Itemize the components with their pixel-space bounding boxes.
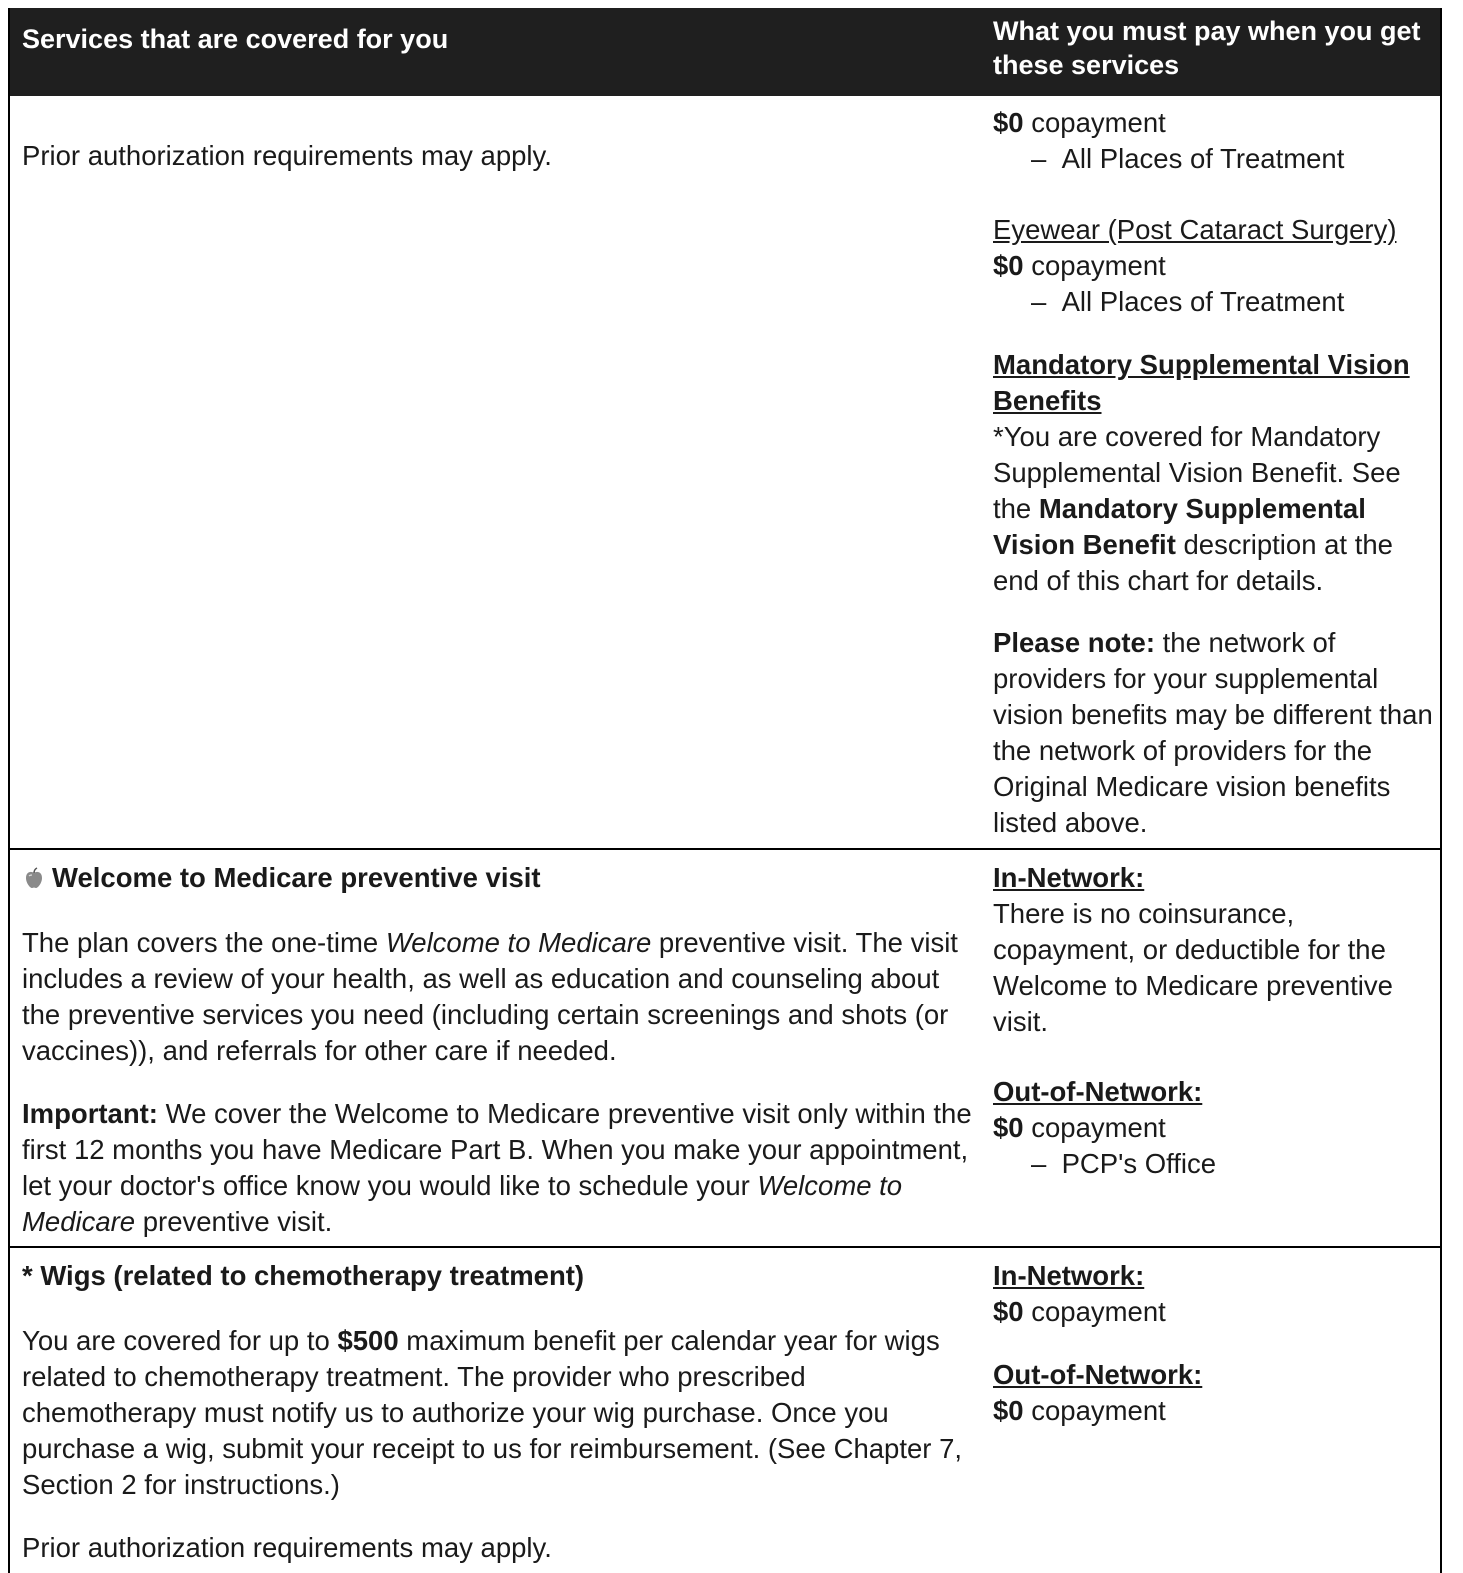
copay-amount: $0 [993,1296,1024,1327]
text-segment: description at the end of this chart for details. [993,529,1393,596]
place-text: All Places of Treatment [1061,286,1345,317]
wigs-title: * Wigs (related to chemotherapy treatment) [22,1260,585,1291]
text-segment: preventive visit. The visit includes a review of your health, as well as education and counseling about the preventive services you need (including certain screenings and shots (or vaccines)), and referrals for other care if needed. [22,927,958,1066]
mandatory-vision-block [993,347,1433,599]
italic-segment: Welcome to Medicare [22,1170,903,1237]
header-payment-column: What you must pay when you get these services [993,16,1421,80]
text-segment: You are covered for up to [22,1325,338,1356]
text-segment: We cover the Welcome to Medicare preventive visit only within the first 12 months you have Medicare Part B. When you make your appointment, let your doctor's office know you would like to schedule your [22,1098,972,1201]
place-text: PCP's Office [1061,1148,1217,1179]
in-network-text: There is no coinsurance, copayment, or deductible for the Welcome to Medicare preventive visit. [993,898,1393,1037]
apple-icon [22,863,46,887]
text-segment: The plan covers the one-time [22,927,386,958]
place-of-treatment: – All Places of Treatment [1031,286,1345,317]
welcome-visit-title [22,860,972,896]
in-network-label: In-Network: [993,1260,1145,1291]
row-divider [8,848,1442,850]
text-segment: preventive visit. [135,1206,333,1237]
copay-label: copayment [1023,107,1166,138]
copay-label: copayment [1023,1112,1166,1143]
wigs-description [22,1323,972,1503]
welcome-out-network-block [993,1074,1433,1182]
wigs-prior-auth-note: Prior authorization requirements may apply. [22,1532,552,1563]
welcome-visit-important [22,1096,972,1240]
copay-label: copayment [1023,1296,1166,1327]
important-label: Important: [22,1098,158,1129]
row-divider [8,1246,1442,1248]
place-of-treatment: – All Places of Treatment [1031,143,1345,174]
wigs-in-network-block [993,1258,1433,1330]
eyewear-heading: Eyewear (Post Cataract Surgery) [993,214,1397,245]
place-of-treatment: – PCP's Office [1031,1148,1217,1179]
table-border-right [1440,8,1442,1573]
copay-amount: $0 [993,250,1024,281]
table-border-left [8,8,10,1573]
in-network-label: In-Network: [993,862,1145,893]
place-text: All Places of Treatment [1061,143,1345,174]
mandatory-vision-text [993,419,1433,599]
mandatory-vision-heading: Mandatory Supplemental Vision Benefits [993,349,1410,416]
copay-amount: $0 [993,1395,1024,1426]
please-note-label: Please note: [993,627,1156,658]
out-network-label: Out-of-Network: [993,1076,1203,1107]
welcome-in-network-block [993,860,1418,1040]
copay-label: copayment [1023,250,1166,281]
table-header [8,8,1442,96]
wigs-out-network-block [993,1357,1433,1429]
copay-amount: $0 [993,1112,1024,1143]
text-segment: maximum benefit per calendar year for wigs related to chemotherapy treatment. The provider who prescribed chemotherapy must notify us to authorize your wig purchase. Once you purchase a wig, submit your receipt to us for reimbursement. (See Chapter 7, Section 2 for instructions.) [22,1325,963,1500]
header-services-column: Services that are covered for you [22,24,449,54]
title-text: Welcome to Medicare preventive visit [52,862,541,893]
vision-prior-auth-note: Prior authorization requirements may apply. [22,140,552,171]
text-bold-segment: Mandatory Supplemental Vision Benefit [993,493,1366,560]
vision-copay-block [993,105,1433,177]
please-note-block [993,625,1433,841]
text-segment: *You are covered for Mandatory Supplemental Vision Benefit. See the [993,421,1401,524]
text-bold-segment: $500 [337,1325,399,1356]
eyewear-block [993,212,1433,320]
copay-label: copayment [1023,1395,1166,1426]
please-note-text: the network of providers for your supplemental vision benefits may be different than the network of providers for the Original Medicare vision benefits listed above. [993,627,1433,838]
out-network-label: Out-of-Network: [993,1359,1203,1390]
italic-segment: Welcome to Medicare [385,927,652,958]
copay-amount: $0 [993,107,1024,138]
welcome-visit-description [22,925,972,1069]
